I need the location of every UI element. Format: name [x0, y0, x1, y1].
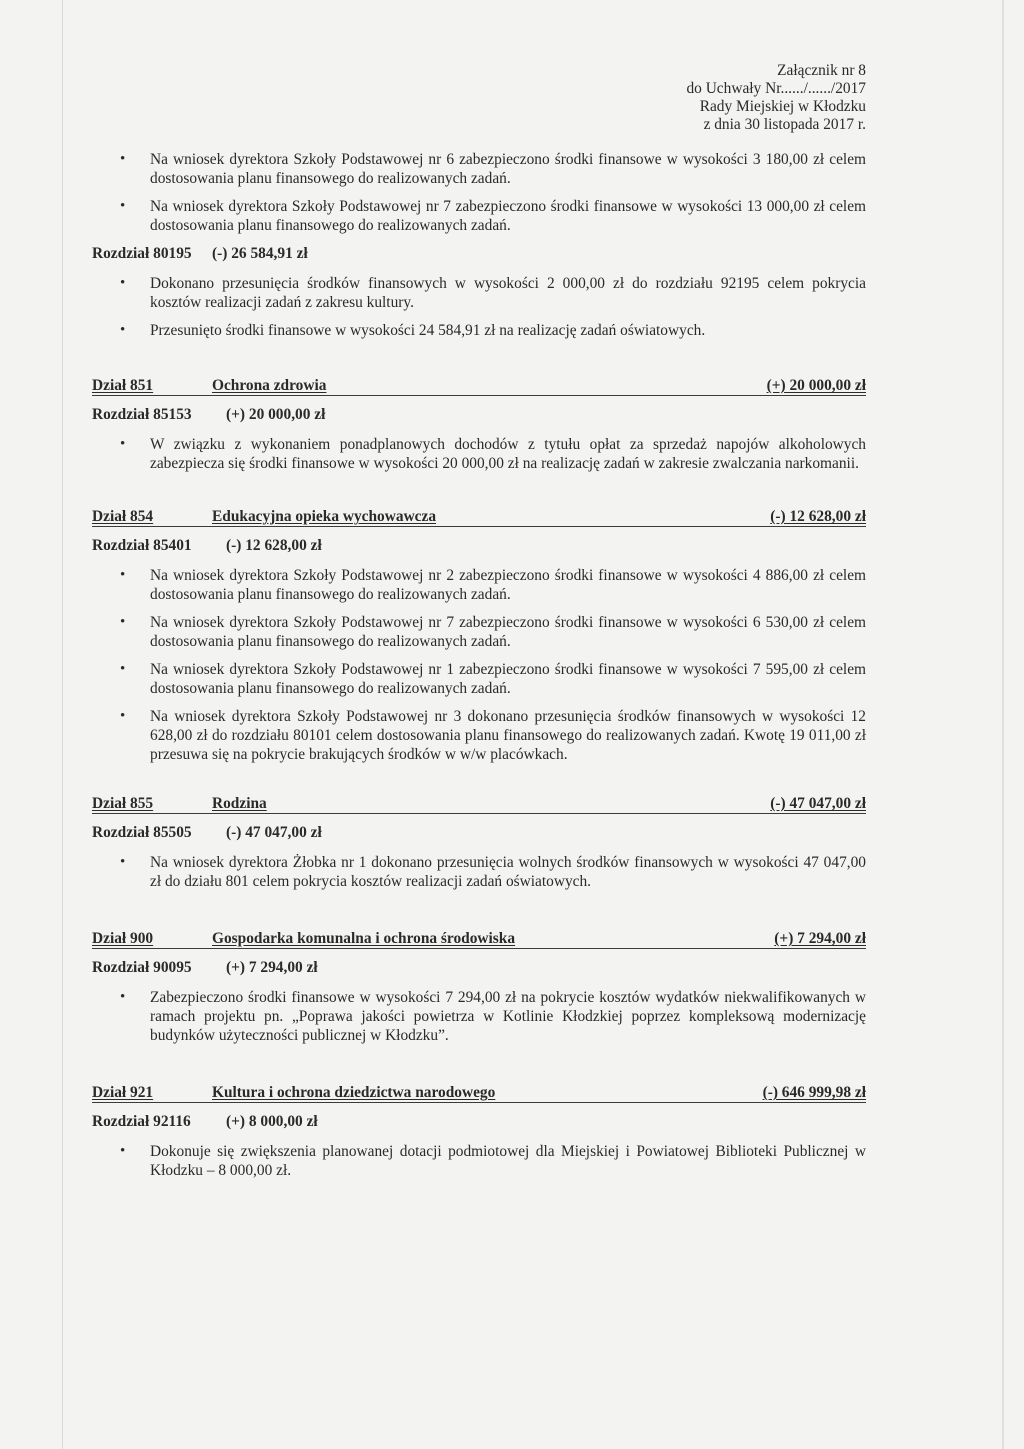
dzial-name: Edukacyjna opieka wychowawcza [212, 508, 437, 525]
rozdzial-85401-list [92, 566, 866, 764]
dzial-921-heading [92, 1083, 866, 1103]
dzial-code: Dział 855 [92, 795, 154, 812]
rozdzial-amount: (-) 26 584,91 zł [212, 245, 308, 262]
top-bullet-list [92, 150, 866, 235]
rozdzial-code: Rozdział 90095 [92, 959, 192, 976]
rozdzial-92116-list [92, 1142, 866, 1180]
list-item: • Dokonano przesunięcia środków finansowych w wysokości 2 000,00 zł do rozdziału 92195 celem pokrycia kosztów realizacji zadań z zakresu kultury. [92, 274, 866, 312]
dzial-851-heading [92, 376, 866, 396]
dzial-amount: (-) 47 047,00 zł [770, 795, 866, 812]
rozdzial-85153-heading [92, 405, 866, 424]
rozdzial-code: Rozdział 92116 [92, 1113, 191, 1130]
header-line-resolution: do Uchwały Nr....../....../2017 [686, 80, 866, 97]
dzial-amount: (+) 20 000,00 zł [766, 377, 866, 394]
header-line-council: Rady Miejskiej w Kłodzku [699, 98, 866, 115]
rozdzial-amount: (-) 12 628,00 zł [226, 537, 322, 554]
dzial-name: Gospodarka komunalna i ochrona środowiska [212, 930, 516, 947]
dzial-854-heading [92, 507, 866, 527]
rozdzial-85153-list [92, 435, 866, 473]
list-item: • W związku z wykonaniem ponadplanowych dochodów z tytułu opłat za sprzedaż napojów alkoholowych zabezpiecza się środki finansowe w wysokości 20 000,00 zł na realizację zadań w zakresie zwalczania narkomanii. [92, 435, 866, 473]
rozdzial-85401-heading [92, 536, 866, 555]
dzial-name: Kultura i ochrona dziedzictwa narodowego [212, 1084, 496, 1101]
rozdzial-80195-list [92, 274, 866, 340]
list-item: • Na wniosek dyrektora Szkoły Podstawowej nr 3 dokonano przesunięcia środków finansowych w wysokości 12 628,00 zł do rozdziału 80101 celem dostosowania planu finansowego do realizowanych zadań. Kwotę 19 011,00 zł przesuwa się na pokrycie brakujących środków w w/w placówkach. [92, 707, 866, 764]
list-item: • Na wniosek dyrektora Szkoły Podstawowej nr 2 zabezpieczono środki finansowe w wysokości 4 886,00 zł celem dostosowania planu finansowego do realizowanych zadań. [92, 566, 866, 604]
list-item: • Dokonuje się zwiększenia planowanej dotacji podmiotowej dla Miejskiej i Powiatowej Biblioteki Publicznej w Kłodzku – 8 000,00 zł. [92, 1142, 866, 1180]
header-line-date: z dnia 30 listopada 2017 r. [703, 116, 866, 133]
rozdzial-85505-heading [92, 823, 866, 842]
dzial-900-heading [92, 929, 866, 949]
rozdzial-code: Rozdział 85153 [92, 406, 192, 423]
rozdzial-85505-list [92, 853, 866, 891]
dzial-code: Dział 851 [92, 377, 154, 394]
header-line-attachment: Załącznik nr 8 [777, 62, 866, 79]
rozdzial-code: Rozdział 85505 [92, 824, 192, 841]
rozdzial-amount: (-) 47 047,00 zł [226, 824, 322, 841]
rozdzial-amount: (+) 7 294,00 zł [226, 959, 318, 976]
list-item: • Na wniosek dyrektora Szkoły Podstawowej nr 7 zabezpieczono środki finansowe w wysokości 13 000,00 zł celem dostosowania planu finansowego do realizowanych zadań. [92, 197, 866, 235]
rozdzial-80195-heading [92, 244, 866, 263]
list-item: • Przesunięto środki finansowe w wysokości 24 584,91 zł na realizację zadań oświatowych. [92, 321, 866, 340]
dzial-code: Dział 900 [92, 930, 154, 947]
dzial-amount: (+) 7 294,00 zł [774, 930, 866, 947]
rozdzial-amount: (+) 8 000,00 zł [226, 1113, 318, 1130]
list-item: • Na wniosek dyrektora Szkoły Podstawowej nr 7 zabezpieczono środki finansowe w wysokości 6 530,00 zł celem dostosowania planu finansowego do realizowanych zadań. [92, 613, 866, 651]
rozdzial-90095-list [92, 988, 866, 1045]
list-item: • Na wniosek dyrektora Szkoły Podstawowej nr 6 zabezpieczono środki finansowe w wysokości 3 180,00 zł celem dostosowania planu finansowego do realizowanych zadań. [92, 150, 866, 188]
rozdzial-code: Rozdział 85401 [92, 537, 192, 554]
rozdzial-code: Rozdział 80195 [92, 245, 192, 262]
dzial-name: Ochrona zdrowia [212, 377, 327, 394]
document-header [92, 62, 866, 134]
dzial-code: Dział 921 [92, 1084, 154, 1101]
list-item: • Na wniosek dyrektora Żłobka nr 1 dokonano przesunięcia wolnych środków finansowych w wysokości 47 047,00 zł do działu 801 celem pokrycia kosztów realizacji zadań oświatowych. [92, 853, 866, 891]
dzial-name: Rodzina [212, 795, 267, 812]
rozdzial-90095-heading [92, 958, 866, 977]
list-item: • Zabezpieczono środki finansowe w wysokości 7 294,00 zł na pokrycie kosztów wydatków niekwalifikowanych w ramach projektu pn. „Poprawa jakości powietrza w Kotlinie Kłodzkiej poprzez kompleksową modernizację budynków użyteczności publicznej w Kłodzku”. [92, 988, 866, 1045]
dzial-amount: (-) 646 999,98 zł [762, 1084, 866, 1101]
dzial-amount: (-) 12 628,00 zł [770, 508, 866, 525]
dzial-855-heading [92, 794, 866, 814]
rozdzial-amount: (+) 20 000,00 zł [226, 406, 326, 423]
list-item: • Na wniosek dyrektora Szkoły Podstawowej nr 1 zabezpieczono środki finansowe w wysokości 7 595,00 zł celem dostosowania planu finansowego do realizowanych zadań. [92, 660, 866, 698]
dzial-code: Dział 854 [92, 508, 154, 525]
rozdzial-92116-heading [92, 1112, 866, 1131]
